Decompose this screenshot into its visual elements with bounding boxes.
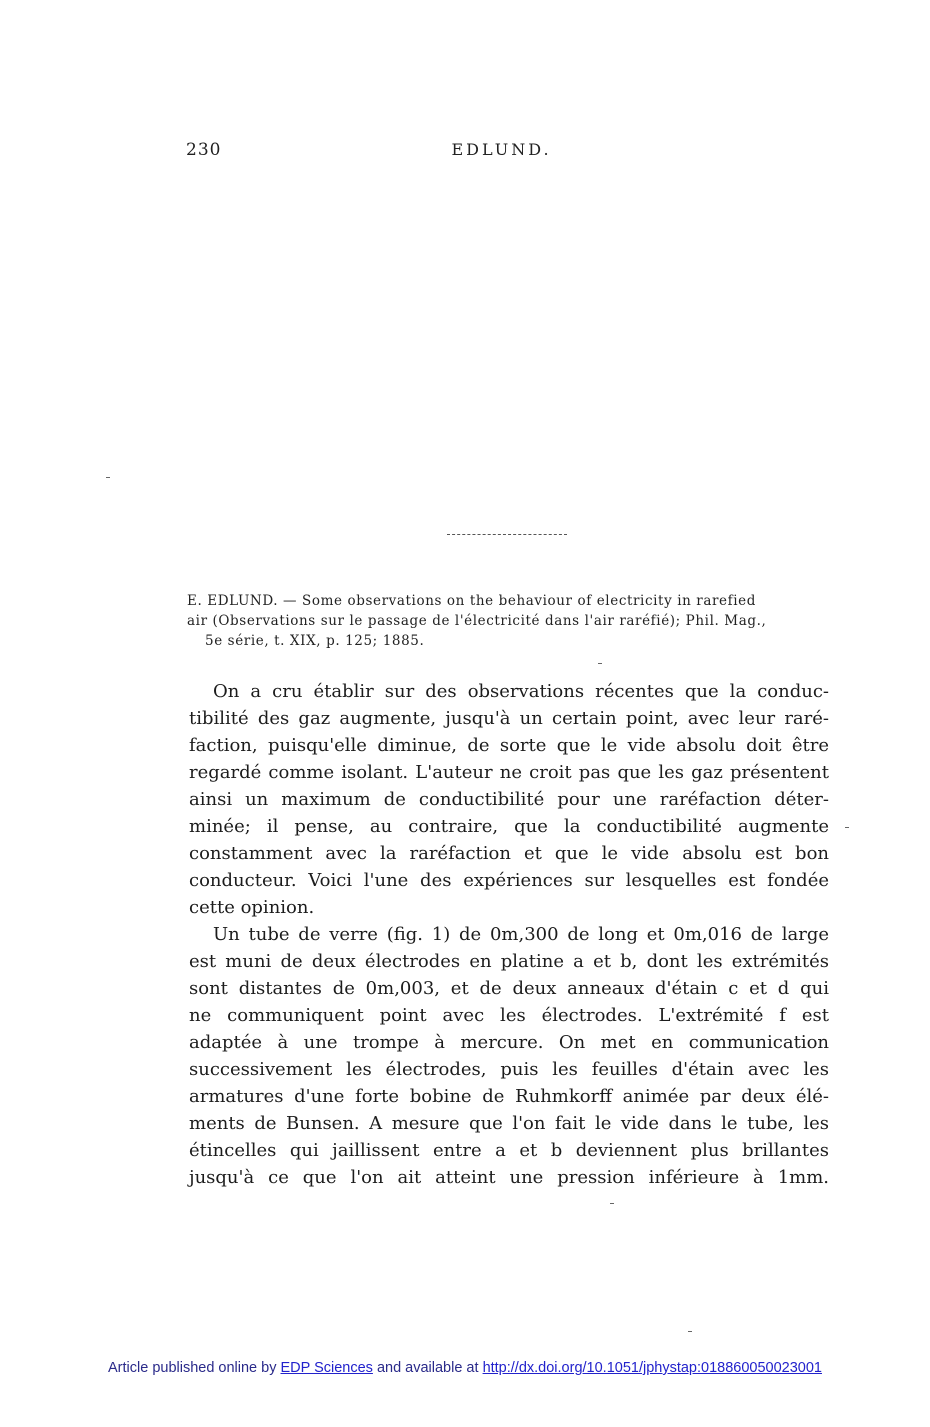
reference-line: 5e série, t. XIX, p. 125; 1885. xyxy=(205,633,425,649)
body-line: minée; il pense, au contraire, que la conductibilité augmente xyxy=(189,816,829,837)
body-line: regardé comme isolant. L'auteur ne croit pas que les gaz présentent xyxy=(189,762,829,783)
body-line: conducteur. Voici l'une des expériences sur lesquelles est fondée xyxy=(189,870,829,891)
body-line: armatures d'une forte bobine de Ruhmkorff animée par deux élé- xyxy=(189,1086,829,1107)
body-line: successivement les électrodes, puis les feuilles d'étain avec les xyxy=(189,1059,829,1080)
scan-speck xyxy=(688,1331,692,1332)
body-line: adaptée à une trompe à mercure. On met en communication xyxy=(189,1032,829,1053)
running-head: EDLUND. xyxy=(451,140,552,159)
scan-speck xyxy=(106,477,110,478)
scan-speck xyxy=(610,1203,614,1204)
body-line: sont distantes de 0m,003, et de deux anneaux d'étain c et d qui xyxy=(189,978,829,999)
body-line: est muni de deux électrodes en platine a et b, dont les extrémités xyxy=(189,951,829,972)
publisher-link[interactable]: EDP Sciences xyxy=(280,1360,373,1376)
article-body xyxy=(189,678,829,1191)
scan-speck xyxy=(598,663,602,664)
body-line: étincelles qui jaillissent entre a et b deviennent plus brillantes xyxy=(189,1140,829,1161)
body-line: ne communiquent point avec les électrodes. L'extrémité f est xyxy=(189,1005,829,1026)
body-line: ainsi un maximum de conductibilité pour une raréfaction déter- xyxy=(189,789,829,810)
body-line: Un tube de verre (fig. 1) de 0m,300 de long et 0m,016 de large xyxy=(213,924,829,945)
page-number: 230 xyxy=(186,140,222,160)
body-line: jusqu'à ce que l'on ait atteint une pression inférieure à 1mm. xyxy=(189,1167,829,1188)
section-divider xyxy=(447,534,567,535)
body-line: constamment avec la raréfaction et que le vide absolu est bon xyxy=(189,843,829,864)
body-line: tibilité des gaz augmente, jusqu'à un certain point, avec leur raré- xyxy=(189,708,829,729)
bibliographic-reference xyxy=(187,591,827,651)
footer-middle: and available at xyxy=(372,1360,483,1376)
reference-line: air (Observations sur le passage de l'électricité dans l'air raréfié); Phil. Mag., xyxy=(187,613,767,629)
body-line: ments de Bunsen. A mesure que l'on fait le vide dans le tube, les xyxy=(189,1113,829,1134)
scan-speck xyxy=(845,827,849,828)
body-line: On a cru établir sur des observations récentes que la conduc- xyxy=(213,681,829,702)
footer-notice xyxy=(0,1360,930,1376)
doi-link[interactable]: http://dx.doi.org/10.1051/jphystap:018860050023001 xyxy=(482,1360,822,1376)
footer-prefix: Article published online by xyxy=(108,1360,281,1376)
reference-line: E. EDLUND. — Some observations on the behaviour of electricity in rarefied xyxy=(187,593,756,609)
body-line: faction, puisqu'elle diminue, de sorte que le vide absolu doit être xyxy=(189,735,829,756)
body-line: cette opinion. xyxy=(189,897,315,918)
